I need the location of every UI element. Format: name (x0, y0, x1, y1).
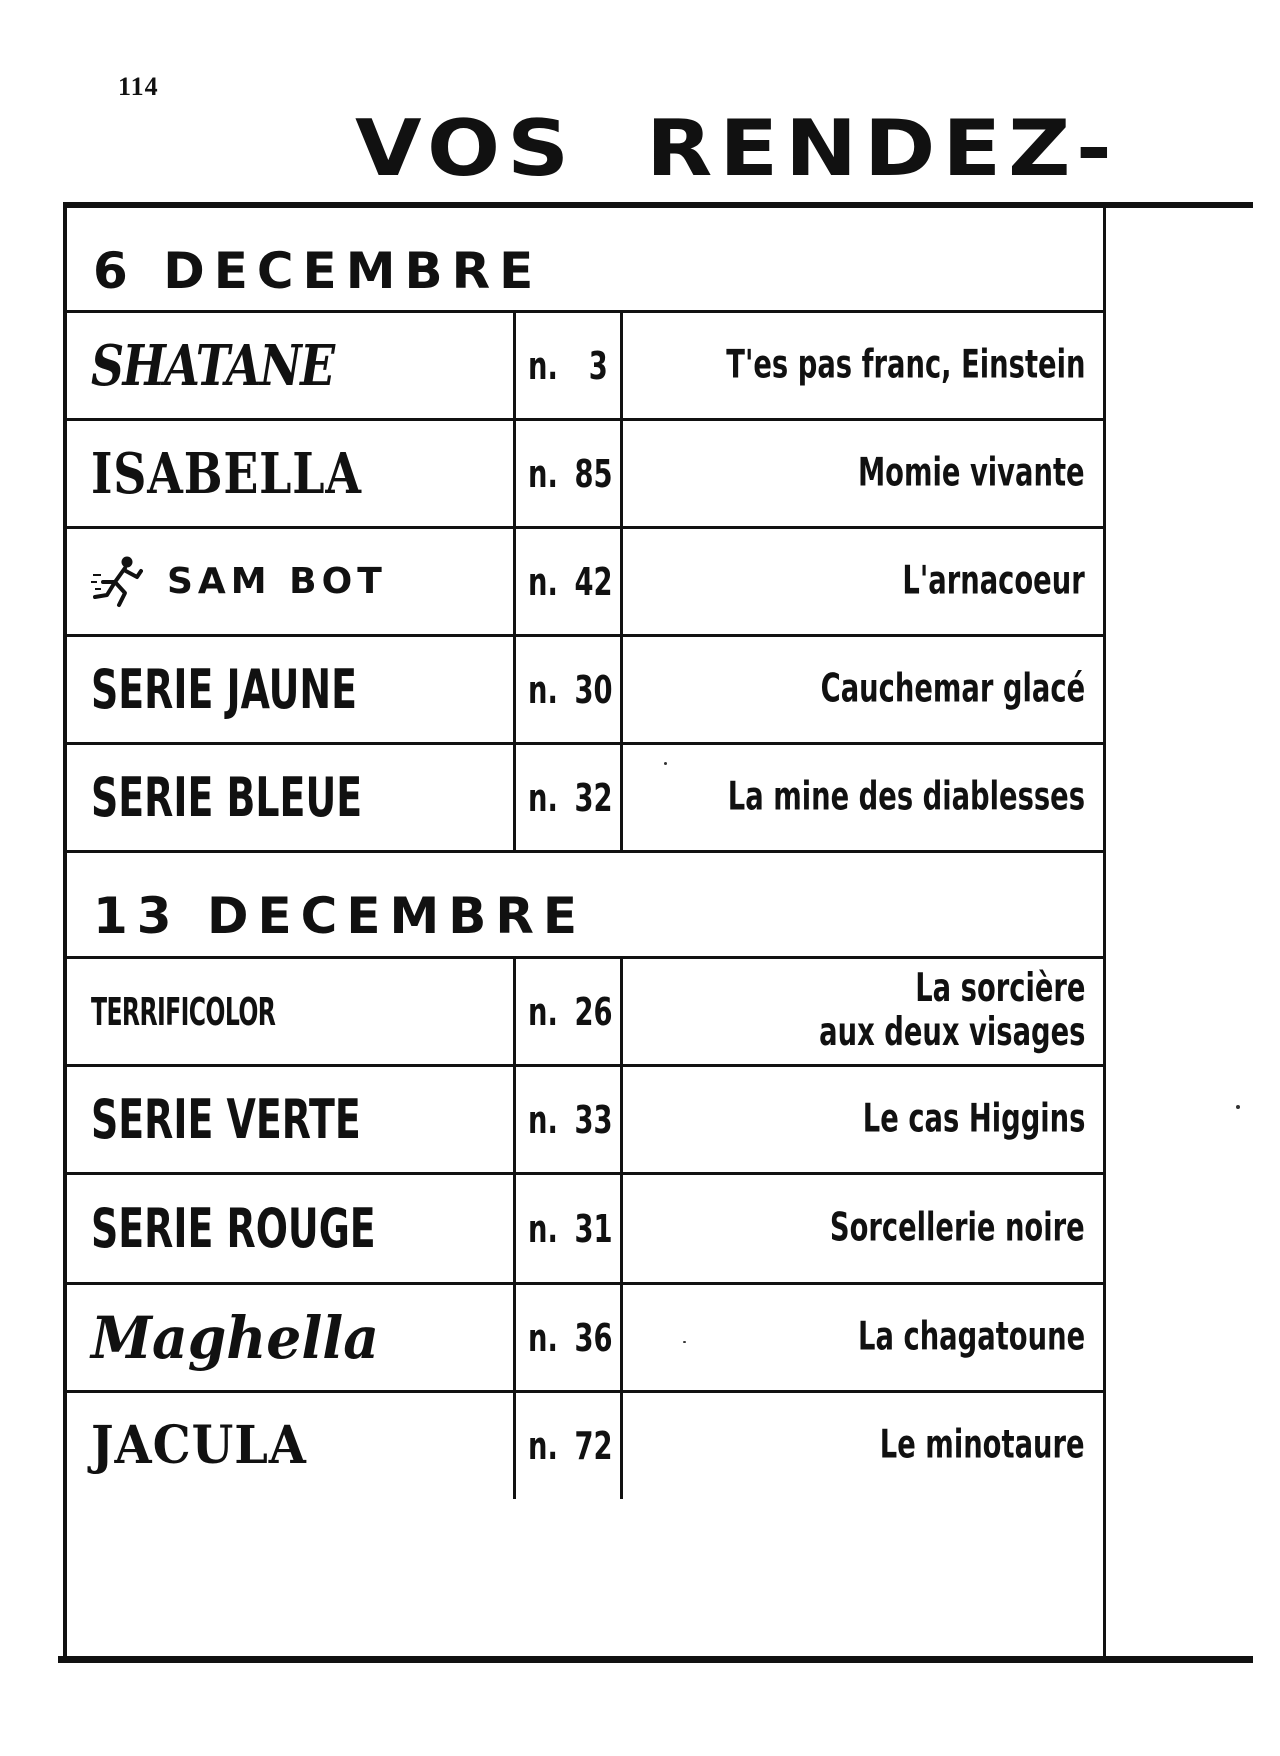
issue-prefix: n. (528, 451, 558, 496)
issue-digit: 32 (574, 775, 613, 820)
episode-title: T'es pas franc, Einstein (725, 342, 1085, 388)
title-cell (623, 745, 1103, 850)
title-cell (623, 529, 1103, 634)
table-right-rule (1103, 202, 1106, 1662)
issue-prefix: n. (528, 1424, 558, 1468)
series-name: SERIE BLEUE (91, 765, 363, 829)
scan-speck (1236, 1105, 1240, 1109)
issue-digit: 31 (574, 1206, 613, 1251)
scan-speck (683, 1341, 686, 1343)
title-cell (623, 959, 1103, 1064)
episode-title: Sorcellerie noire (830, 1205, 1085, 1251)
issue-cell (516, 1067, 623, 1172)
title-cell (623, 637, 1103, 742)
title-cell (623, 1285, 1103, 1390)
episode-title: L'arnacoeur (902, 558, 1085, 604)
issue-number (528, 667, 613, 712)
issue-number (528, 775, 613, 820)
series-cell (63, 637, 516, 742)
table-top-rule (63, 202, 1253, 208)
series-logo: SAM BOT (167, 560, 387, 602)
issue-digit: 33 (574, 1097, 613, 1142)
issue-prefix: n. (528, 343, 558, 388)
issue-cell (516, 959, 623, 1064)
page-title-word-1: VOS (355, 103, 577, 194)
title-cell (623, 1393, 1103, 1499)
episode-title: Le cas Higgins (862, 1096, 1085, 1142)
series-cell (63, 1393, 516, 1499)
episode-title: Momie vivante (858, 450, 1085, 496)
page-title-word-2: RENDEZ- (646, 103, 1119, 194)
scan-speck (664, 762, 667, 765)
issue-cell (516, 1175, 623, 1282)
episode-title-line-2: aux deux visages (818, 1010, 1085, 1056)
issue-cell (516, 421, 623, 526)
table-row (63, 637, 1106, 745)
episode-title: La chagatoune (857, 1314, 1085, 1360)
table-row (63, 745, 1106, 853)
title-cell (623, 313, 1103, 418)
title-cell (623, 1067, 1103, 1172)
series-cell (63, 529, 516, 634)
issue-prefix: n. (528, 1097, 558, 1142)
series-name: SERIE ROUGE (91, 1196, 376, 1260)
issue-digit: 3 (588, 343, 608, 388)
series-logo: ISABELLA (91, 440, 362, 507)
table-row (63, 313, 1106, 421)
series-cell (63, 959, 516, 1064)
issue-cell (516, 529, 623, 634)
running-man-icon (91, 555, 143, 609)
series-cell (63, 313, 516, 418)
issue-number (528, 343, 608, 388)
table-row (63, 959, 1106, 1067)
issue-number (528, 1097, 613, 1142)
issue-number (528, 989, 613, 1034)
table-row (63, 529, 1106, 637)
issue-number (528, 1315, 613, 1360)
series-logo: SHATANE (91, 332, 334, 399)
table-row (63, 1285, 1106, 1393)
series-logo: Maghella (91, 1303, 379, 1372)
issue-prefix: n. (528, 559, 558, 604)
episode-title: La mine des diablesses (727, 774, 1085, 820)
date-heading: 6 DECEMBRE (93, 242, 543, 300)
issue-digit: 26 (574, 989, 613, 1034)
table-row (63, 1067, 1106, 1175)
issue-digit: 36 (574, 1315, 613, 1360)
title-cell (623, 1175, 1103, 1282)
series-logo: JACULA (91, 1415, 307, 1476)
series-cell (63, 421, 516, 526)
page-title (355, 103, 1119, 194)
table-row (63, 1175, 1106, 1285)
series-cell (63, 745, 516, 850)
table-row (63, 421, 1106, 529)
series-name: SERIE VERTE (91, 1087, 361, 1151)
release-schedule-table (63, 202, 1253, 1662)
date-heading: 13 DECEMBRE (93, 887, 587, 945)
episode-title: Le minotaure (880, 1422, 1085, 1468)
issue-digit: 72 (574, 1424, 613, 1468)
series-cell (63, 1285, 516, 1390)
issue-prefix: n. (528, 989, 558, 1034)
issue-cell (516, 1393, 623, 1499)
issue-number (528, 559, 613, 604)
series-logo: TERRIFICOLOR (91, 989, 276, 1034)
series-cell (63, 1175, 516, 1282)
table-left-rule (63, 202, 67, 1662)
issue-prefix: n. (528, 1315, 558, 1360)
series-name: SERIE JAUNE (91, 657, 358, 721)
issue-number (528, 451, 613, 496)
table-row (63, 1393, 1106, 1656)
episode-title-line-1: La sorcière (914, 965, 1085, 1011)
episode-title: Cauchemar glacé (820, 666, 1085, 712)
date-header-row (63, 853, 1106, 959)
series-cell (63, 1067, 516, 1172)
issue-cell (516, 637, 623, 742)
page-number: 114 (118, 72, 159, 101)
issue-digit: 42 (574, 559, 613, 604)
table-bottom-rule (58, 1656, 1253, 1663)
title-cell (623, 421, 1103, 526)
episode-title (819, 967, 1085, 1057)
issue-number (528, 1424, 613, 1468)
date-header-row (63, 208, 1106, 313)
issue-cell (516, 745, 623, 850)
issue-cell (516, 1285, 623, 1390)
issue-prefix: n. (528, 667, 558, 712)
issue-digit: 30 (574, 667, 613, 712)
issue-digit: 85 (574, 451, 613, 496)
issue-number (528, 1206, 613, 1251)
issue-prefix: n. (528, 1206, 558, 1251)
issue-prefix: n. (528, 775, 558, 820)
issue-cell (516, 313, 623, 418)
